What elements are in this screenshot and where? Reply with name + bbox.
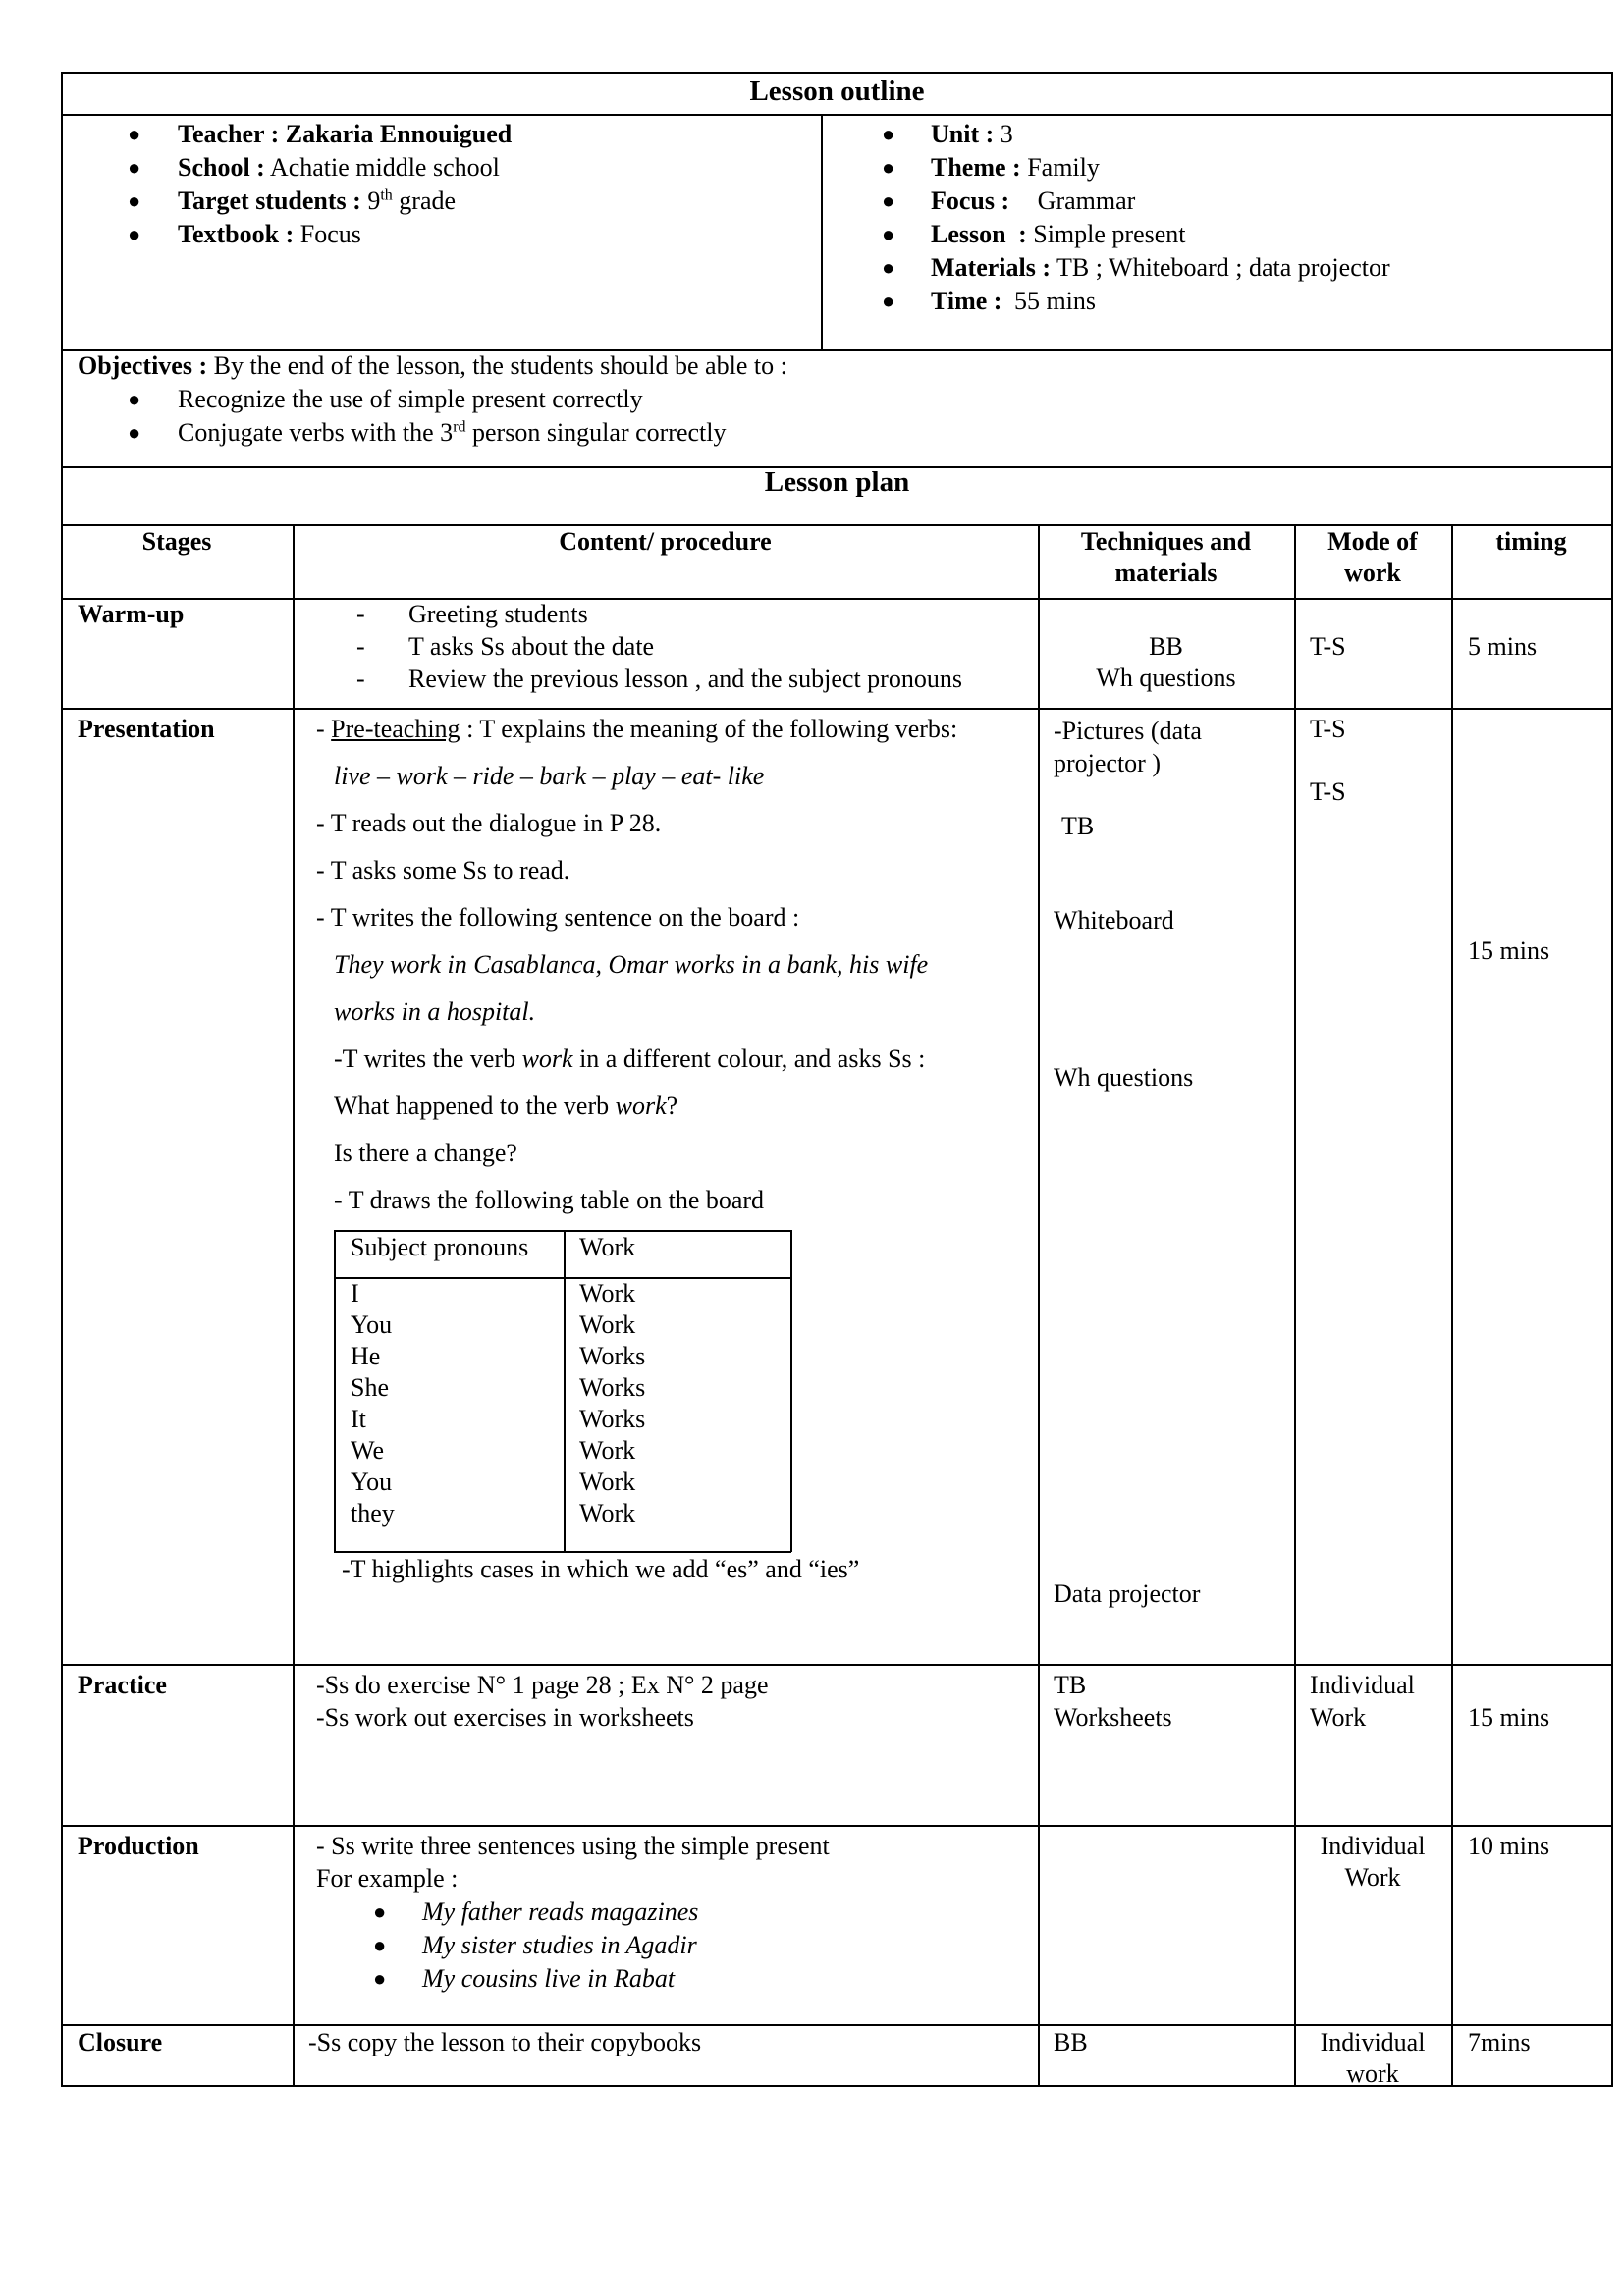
closure-tech: BB xyxy=(1054,2028,1088,2056)
warmup-tech-1: BB xyxy=(1149,632,1183,661)
presentation-tech-6: Data projector xyxy=(1054,1579,1201,1608)
pre-teaching-label: Pre-teaching xyxy=(331,715,460,743)
header-techniques-1: Techniques and xyxy=(1080,527,1252,556)
verb-form-cell: Works xyxy=(579,1405,646,1433)
presentation-line-6: They work in Casablanca, Omar works in a bank, his wife xyxy=(334,950,929,979)
bullet-icon: ● xyxy=(373,1899,387,1924)
target-value-sup: th xyxy=(380,187,393,204)
bullet-icon: ● xyxy=(882,122,895,146)
objectives-intro-line xyxy=(78,350,787,382)
objective-item-2-sup: rd xyxy=(453,418,466,436)
closure-timing: 7mins xyxy=(1468,2028,1531,2056)
bullet-icon: ● xyxy=(128,420,141,445)
col-divider-2 xyxy=(1038,524,1040,2087)
teacher-line xyxy=(178,119,512,150)
bullet-icon: ● xyxy=(128,188,141,213)
presentation-line-5: - T writes the following sentence on the board : xyxy=(316,903,800,932)
pronoun-cell: We xyxy=(351,1436,384,1465)
time-value: 55 mins xyxy=(1013,287,1097,315)
stage-presentation: Presentation xyxy=(78,715,215,743)
practice-line-2: -Ss work out exercises in worksheets xyxy=(316,1703,694,1732)
header-mode-2: work xyxy=(1344,559,1401,587)
practice-timing: 15 mins xyxy=(1468,1703,1550,1732)
info-divider xyxy=(821,114,823,351)
verb-form-cell: Work xyxy=(579,1436,636,1465)
verb-form-cell: Work xyxy=(579,1279,636,1308)
textbook-value: Focus xyxy=(299,220,361,248)
warmup-timing: 5 mins xyxy=(1468,632,1538,661)
teacher-label: Teacher : xyxy=(178,120,280,148)
materials-label: Materials : xyxy=(931,253,1052,282)
warmup-item-3: Review the previous lesson , and the subject pronouns xyxy=(408,665,962,693)
presentation-line-9-b: work xyxy=(615,1092,667,1120)
warmup-tech-2: Wh questions xyxy=(1096,664,1236,692)
presentation-tech-5: Wh questions xyxy=(1054,1063,1194,1092)
pronoun-column xyxy=(351,1278,395,1529)
target-value-rest: grade xyxy=(399,187,457,215)
materials-line xyxy=(931,252,1390,284)
pronoun-cell: You xyxy=(351,1310,393,1339)
presentation-line-8 xyxy=(334,1043,925,1075)
stage-production: Production xyxy=(78,1832,199,1860)
pronoun-cell: they xyxy=(351,1499,395,1527)
presentation-line-9-a: What happened to the verb xyxy=(334,1092,616,1120)
bullet-icon: ● xyxy=(373,1933,387,1957)
practice-line-1: -Ss do exercise N° 1 page 28 ; Ex N° 2 page xyxy=(316,1671,769,1699)
presentation-verbs: live – work – ride – bark – play – eat- like xyxy=(334,762,765,790)
presentation-line-11: - T draws the following table on the board xyxy=(334,1186,765,1214)
verb-form-cell: Work xyxy=(579,1468,636,1496)
presentation-line-8-c: in a different colour, and asks Ss : xyxy=(572,1044,926,1073)
lesson-line xyxy=(931,219,1186,250)
textbook-label: Textbook : xyxy=(178,220,295,248)
production-mode xyxy=(1294,1831,1451,1894)
rule-outline-title xyxy=(61,114,1613,116)
bullet-icon: ● xyxy=(882,289,895,313)
objectives-intro: By the end of the lesson, the students should be able to : xyxy=(213,351,787,380)
bullet-icon: ● xyxy=(128,122,141,146)
warmup-dash-1: - xyxy=(356,600,365,628)
closure-mode xyxy=(1294,2027,1451,2090)
textbook-line xyxy=(178,219,361,250)
theme-value: Family xyxy=(1027,153,1100,182)
presentation-tech-1: -Pictures (data xyxy=(1054,717,1202,745)
presentation-timing: 15 mins xyxy=(1468,936,1550,965)
objective-item-2 xyxy=(178,417,726,449)
production-example-1: My father reads magazines xyxy=(422,1897,699,1926)
conjugation-header-pronouns: Subject pronouns xyxy=(351,1233,529,1261)
conjugation-header-work: Work xyxy=(579,1233,636,1261)
presentation-mode-2: T-S xyxy=(1310,777,1346,806)
presentation-line-10: Is there a change? xyxy=(334,1139,517,1167)
stage-warmup: Warm-up xyxy=(78,600,185,628)
target-value-num: 9 xyxy=(367,187,381,215)
header-stages: Stages xyxy=(141,527,212,556)
border-right xyxy=(1611,72,1613,2087)
verb-form-column xyxy=(579,1278,645,1529)
col-divider-4 xyxy=(1451,524,1453,2087)
presentation-line-9 xyxy=(334,1091,677,1122)
border-left xyxy=(61,72,63,2087)
unit-line xyxy=(931,119,1013,150)
production-mode-2: Work xyxy=(1344,1863,1401,1892)
outline-title: Lesson outline xyxy=(749,76,925,107)
presentation-line-1: - Pre-teaching : T explains the meaning of the following verbs: xyxy=(316,715,958,743)
header-timing: timing xyxy=(1495,527,1567,556)
school-value: Achatie middle school xyxy=(269,153,500,182)
header-mode xyxy=(1294,526,1451,589)
warmup-tech xyxy=(1038,631,1294,694)
target-label: Target students : xyxy=(178,187,361,215)
unit-value: 3 xyxy=(1000,120,1013,148)
school-label: School : xyxy=(178,153,265,182)
presentation-line-9-c: ? xyxy=(666,1092,678,1120)
school-line xyxy=(178,152,500,184)
verb-form-cell: Work xyxy=(579,1310,636,1339)
bullet-icon: ● xyxy=(882,255,895,280)
presentation-tech-3: TB xyxy=(1061,812,1095,840)
verb-form-cell: Works xyxy=(579,1342,646,1370)
target-line xyxy=(178,186,456,217)
presentation-mode-1: T-S xyxy=(1310,715,1346,743)
presentation-line-7: works in a hospital. xyxy=(334,997,536,1026)
objectives-label: Objectives : xyxy=(78,351,208,380)
practice-tech-2: Worksheets xyxy=(1054,1703,1172,1732)
bullet-icon: ● xyxy=(882,188,895,213)
materials-value: TB ; Whiteboard ; data projector xyxy=(1056,253,1390,282)
closure-line-1: -Ss copy the lesson to their copybooks xyxy=(308,2028,702,2056)
lesson-label: Lesson xyxy=(931,220,1006,248)
pronoun-cell: He xyxy=(351,1342,381,1370)
production-example-3: My cousins live in Rabat xyxy=(422,1964,676,1993)
bullet-icon: ● xyxy=(128,155,141,180)
production-mode-1: Individual xyxy=(1320,1832,1426,1860)
col-divider-1 xyxy=(293,524,295,2087)
closure-mode-2: work xyxy=(1346,2059,1399,2088)
unit-label: Unit : xyxy=(931,120,995,148)
border-top xyxy=(61,72,1613,74)
warmup-mode: T-S xyxy=(1310,632,1346,661)
production-timing: 10 mins xyxy=(1468,1832,1550,1860)
pronoun-cell: You xyxy=(351,1468,393,1496)
production-line-2: For example : xyxy=(316,1864,459,1893)
practice-mode-2: Work xyxy=(1310,1703,1367,1732)
production-line-1: - Ss write three sentences using the simple present xyxy=(316,1832,830,1860)
warmup-item-1: Greeting students xyxy=(408,600,588,628)
presentation-line-4: - T asks some Ss to read. xyxy=(316,856,570,884)
objective-item-1: Recognize the use of simple present correctly xyxy=(178,385,643,413)
theme-line xyxy=(931,152,1100,184)
pronoun-cell: She xyxy=(351,1373,389,1402)
lesson-colon: : xyxy=(1018,220,1027,248)
presentation-line-8-a: -T writes the verb xyxy=(334,1044,522,1073)
presentation-line-8-b: work xyxy=(521,1044,573,1073)
verb-form-cell: Works xyxy=(579,1373,646,1402)
practice-tech-1: TB xyxy=(1054,1671,1087,1699)
teacher-value: Zakaria Ennouigued xyxy=(285,120,513,148)
focus-value: Grammar xyxy=(1037,187,1136,215)
bullet-icon: ● xyxy=(128,387,141,411)
stage-practice: Practice xyxy=(78,1671,167,1699)
presentation-tech-4: Whiteboard xyxy=(1054,906,1174,934)
header-techniques xyxy=(1038,526,1294,589)
bullet-icon: ● xyxy=(128,222,141,246)
header-techniques-2: materials xyxy=(1114,559,1218,587)
pronoun-cell: I xyxy=(351,1279,359,1308)
header-mode-1: Mode of xyxy=(1327,527,1418,556)
bullet-icon: ● xyxy=(373,1966,387,1991)
focus-label: Focus : xyxy=(931,187,1010,215)
warmup-dash-3: - xyxy=(356,665,365,693)
time-line xyxy=(931,286,1096,317)
theme-label: Theme : xyxy=(931,153,1021,182)
lesson-value: Simple present xyxy=(1033,220,1186,248)
pre-teaching-rest: : T explains the meaning of the following verbs: xyxy=(466,715,958,743)
presentation-line-3: - T reads out the dialogue in P 28. xyxy=(316,809,662,837)
presentation-line-12: -T highlights cases in which we add “es” and “ies” xyxy=(342,1555,860,1583)
bullet-icon: ● xyxy=(882,222,895,246)
practice-mode-1: Individual xyxy=(1310,1671,1415,1699)
production-example-2: My sister studies in Agadir xyxy=(422,1931,697,1959)
header-content: Content/ procedure xyxy=(559,527,772,556)
objective-item-2-a: Conjugate verbs with the 3 xyxy=(178,418,454,447)
objective-item-2-b: person singular correctly xyxy=(472,418,727,447)
presentation-tech-2: projector ) xyxy=(1054,749,1162,777)
plan-title: Lesson plan xyxy=(764,466,910,498)
verb-form-cell: Work xyxy=(579,1499,636,1527)
time-label: Time : xyxy=(931,287,1002,315)
pronoun-cell: It xyxy=(351,1405,366,1433)
bullet-icon: ● xyxy=(882,155,895,180)
closure-mode-1: Individual xyxy=(1320,2028,1426,2056)
stage-closure: Closure xyxy=(78,2028,163,2056)
warmup-item-2: T asks Ss about the date xyxy=(408,632,655,661)
warmup-dash-2: - xyxy=(356,632,365,661)
focus-line xyxy=(931,186,1135,217)
